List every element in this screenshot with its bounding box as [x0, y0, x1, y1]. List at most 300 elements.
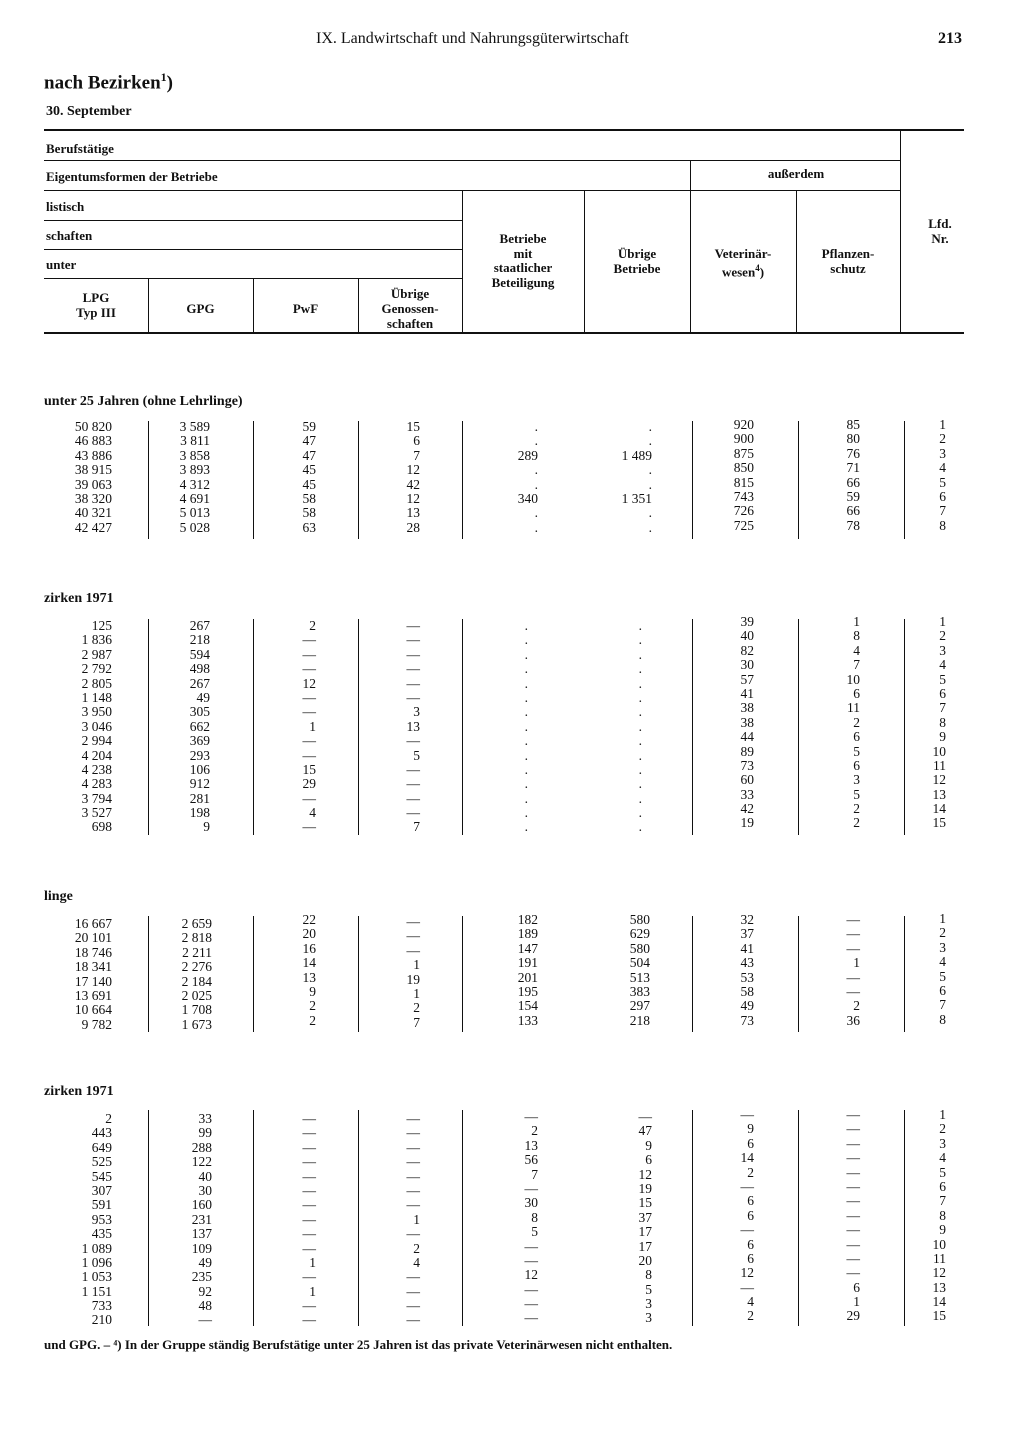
table-cell: 3 [645, 1310, 652, 1326]
table-cell: 3 [939, 1135, 946, 1151]
col-pflanzenschutz [798, 913, 860, 1028]
col-gpg [148, 1112, 212, 1328]
col-uebrige-gen [358, 619, 420, 835]
table-cell: 289 [517, 447, 538, 463]
table-cell: 49 [740, 998, 754, 1014]
table-cell: 6 [939, 488, 946, 504]
table-cell: 147 [517, 940, 538, 956]
table-cell: 5 [939, 474, 946, 490]
table-cell: — [406, 805, 420, 821]
table-cell: 267 [189, 618, 210, 633]
table-cell: — [302, 1298, 316, 1314]
table-cell: 297 [629, 998, 650, 1014]
table-cell: 3 589 [179, 419, 210, 434]
table-cell: 6 [747, 1135, 754, 1151]
table-cell: 29 [846, 1308, 860, 1324]
table-cell: . [648, 433, 652, 449]
table-cell: . [524, 718, 528, 734]
table-cell: 9 [939, 729, 946, 745]
table-title-footnote-ref: 1 [160, 70, 167, 84]
table-cell: 189 [517, 926, 538, 942]
col-pflanzenschutz [798, 615, 860, 831]
table-cell: — [406, 790, 420, 806]
table-cell: 38 915 [74, 462, 112, 478]
table-cell: 33 [740, 786, 754, 802]
page-number: 213 [938, 30, 962, 47]
table-cell: 9 [203, 819, 210, 835]
table-cell: — [406, 942, 420, 958]
table-cell: 3 950 [81, 704, 112, 720]
table-cell: 1 053 [81, 1269, 112, 1285]
table-cell: 20 [638, 1252, 652, 1268]
table-cell: — [524, 1296, 538, 1312]
table-cell: — [302, 632, 316, 648]
table-cell: 133 [517, 1012, 538, 1028]
table-cell: 30 [524, 1195, 538, 1211]
table-cell: . [638, 805, 642, 821]
table-cell: 13 [406, 718, 420, 734]
table-cell: 594 [189, 646, 210, 662]
table-cell: . [648, 462, 652, 478]
table-cell: 2 [853, 714, 860, 730]
table-cell: 5 [939, 968, 946, 984]
header-betriebe-line3: staatlicher [493, 260, 553, 275]
table-cell: — [302, 1125, 316, 1141]
table-cell: 3 858 [179, 447, 210, 463]
table-cell: 13 [932, 786, 946, 802]
table-cell: 6 [747, 1193, 754, 1209]
table-cell: 122 [191, 1154, 212, 1170]
table-cell: — [302, 1168, 316, 1184]
table-cell: 42 [406, 476, 420, 492]
table-cell: 60 [740, 772, 754, 788]
table-cell: 235 [191, 1269, 212, 1285]
table-cell: 4 238 [81, 761, 112, 777]
header-vet-line1: Veterinär- [714, 246, 772, 261]
table-cell: 43 [740, 955, 754, 971]
table-cell: — [302, 1226, 316, 1242]
table-title [44, 70, 173, 94]
table-cell: 6 [853, 729, 860, 745]
table-cell: 6 [413, 433, 420, 449]
table-cell: 6 [747, 1236, 754, 1252]
table-cell: . [524, 689, 528, 705]
table-cell: . [648, 505, 652, 521]
table-cell: — [406, 1168, 420, 1184]
table-cell: 12 [406, 490, 420, 506]
table-cell: 3 [645, 1296, 652, 1312]
table-cell: 14 [302, 955, 316, 971]
col-lpg [44, 917, 112, 1032]
table-cell: 46 883 [74, 433, 112, 449]
table-cell: 1 489 [621, 447, 652, 463]
table-cell: 12 [740, 1265, 754, 1281]
table-cell: 71 [846, 460, 860, 476]
col-veterinaer [692, 913, 754, 1028]
table-cell: 78 [846, 517, 860, 533]
table-cell: 8 [853, 628, 860, 644]
table-cell: — [302, 1211, 316, 1227]
table-cell: 580 [629, 940, 650, 956]
table-cell: 109 [191, 1240, 212, 1256]
table-cell: 4 283 [81, 776, 112, 792]
table-cell: 4 [747, 1294, 754, 1310]
table-cell: 7 [413, 819, 420, 835]
table-cell: 1 [413, 957, 420, 973]
table-cell: 50 820 [74, 419, 112, 434]
table-cell: 33 [198, 1111, 212, 1126]
table-cell: — [302, 1111, 316, 1126]
table-cell: . [648, 419, 652, 434]
header-pfl-line1: Pflanzen- [821, 246, 875, 261]
table-cell: 525 [91, 1154, 112, 1170]
header-unter: unter [46, 257, 77, 272]
table-cell: 42 [740, 801, 754, 817]
table-cell: 15 [932, 1308, 946, 1324]
table-cell: 281 [189, 790, 210, 806]
table-cell: 45 [302, 462, 316, 478]
table-cell: 6 [853, 1279, 860, 1295]
table-cell: 19 [638, 1180, 652, 1196]
table-cell: 7 [531, 1166, 538, 1182]
table-cell: 8 [939, 517, 946, 533]
table-cell: — [302, 1312, 316, 1328]
col-gpg [148, 917, 212, 1032]
table-cell: 2 [939, 628, 946, 644]
header-uebrige-gen-line2: Genossen- [381, 301, 439, 316]
table-cell: 9 [939, 1222, 946, 1238]
table-cell: 182 [517, 912, 538, 927]
table-cell: 2 [747, 1164, 754, 1180]
col-uebrige-gen [358, 1112, 420, 1328]
table-cell: 13 [406, 505, 420, 521]
table-cell: — [846, 969, 860, 985]
header-uebrige-gen-line1: Übrige [390, 286, 430, 301]
table-cell: 5 013 [179, 505, 210, 521]
table-cell: 191 [517, 955, 538, 971]
table-cell: . [534, 519, 538, 535]
header-lfd-line2: Nr. [931, 231, 949, 246]
col-betriebe-staatlich [462, 619, 528, 835]
table-cell: 2 276 [181, 959, 212, 975]
table-cell: . [638, 689, 642, 705]
section-title: zirken 1971 [44, 1084, 114, 1099]
table-cell: 307 [91, 1182, 112, 1198]
col-uebrige-betriebe [584, 1110, 652, 1326]
table-cell: 30 [198, 1182, 212, 1198]
table-cell: — [524, 1109, 538, 1124]
table-cell: 29 [302, 776, 316, 792]
table-cell: 2 184 [181, 973, 212, 989]
table-cell: 3 [939, 642, 946, 658]
table-cell: . [524, 790, 528, 806]
table-cell: 305 [189, 704, 210, 720]
table-cell: 1 351 [621, 490, 652, 506]
header-lfd-nr [900, 216, 980, 246]
chapter-title: IX. Landwirtschaft und Nahrungsgüterwirtschaft [316, 30, 629, 47]
table-cell: 1 [853, 614, 860, 629]
table-cell: — [406, 1298, 420, 1314]
table-cell: 1 [853, 1294, 860, 1310]
table-cell: — [740, 1279, 754, 1295]
footnote: und GPG. – ⁴) In der Gruppe ständig Berufstätige unter 25 Jahren ist das private Veterinärwesen nicht enthalten. [44, 1337, 673, 1352]
table-cell: 513 [629, 969, 650, 985]
table-cell: 435 [91, 1226, 112, 1242]
header-vet-line2 [690, 261, 796, 279]
col-lpg [44, 420, 112, 535]
col-uebrige-gen [358, 915, 420, 1030]
table-cell: 3 [413, 704, 420, 720]
table-cell: 6 [853, 757, 860, 773]
table-cell: 8 [939, 1011, 946, 1027]
header-betriebe-line2: mit [513, 245, 533, 261]
table-cell: 125 [91, 618, 112, 633]
header-ausserdem: außerdem [767, 166, 825, 181]
table-cell: 198 [189, 805, 210, 821]
table-cell: 3 794 [81, 790, 112, 806]
table-cell: 73 [740, 757, 754, 773]
table-cell: 7 [413, 447, 420, 463]
table-cell: 2 818 [181, 930, 212, 946]
table-cell: 3 811 [180, 433, 210, 449]
header-eigentumsformen: Eigentumsformen der Betriebe [46, 169, 218, 184]
table-cell: 7 [939, 503, 946, 519]
table-cell: 16 667 [74, 916, 112, 931]
table-cell: 18 341 [74, 959, 112, 975]
table-cell: . [524, 632, 528, 648]
header-gpg: GPG [186, 301, 215, 316]
table-cell: — [740, 1178, 754, 1194]
table-cell: . [524, 661, 528, 677]
table-cell: 2 [413, 1000, 420, 1016]
table-cell: 40 [740, 628, 754, 644]
table-cell: — [740, 1107, 754, 1122]
table-cell: 9 782 [81, 1016, 112, 1032]
header-ausserdem-divider [690, 160, 691, 190]
table-cell: 15 [638, 1195, 652, 1211]
table-cell: — [846, 1193, 860, 1209]
table-cell: — [302, 790, 316, 806]
table-cell: . [534, 505, 538, 521]
header-uebrige-betr-line1: Übrige [617, 246, 657, 261]
table-cell: — [302, 1240, 316, 1256]
table-cell: 267 [189, 675, 210, 691]
table-cell: 58 [302, 505, 316, 521]
table-cell: 16 [302, 940, 316, 956]
table-cell: 2 [853, 801, 860, 817]
table-cell: 1 [939, 1107, 946, 1122]
table-cell: 875 [733, 445, 754, 461]
table-cell: — [846, 1222, 860, 1238]
table-cell: 44 [740, 729, 754, 745]
table-cell: . [638, 704, 642, 720]
table-cell: 59 [846, 488, 860, 504]
table-cell: 7 [853, 657, 860, 673]
table-cell: 2 659 [181, 916, 212, 931]
table-cell: 2 [939, 1121, 946, 1137]
table-cell: 11 [933, 1250, 946, 1266]
table-cell: — [406, 928, 420, 944]
col-lpg [44, 619, 112, 835]
header-lpg [44, 290, 148, 320]
table-cell: 920 [733, 417, 754, 432]
table-cell: — [846, 1207, 860, 1223]
table-cell: — [846, 983, 860, 999]
header-bottom-rule [44, 332, 964, 334]
table-cell: 815 [733, 474, 754, 490]
col-lfd [904, 615, 946, 831]
table-cell: — [302, 1139, 316, 1155]
table-cell: 39 063 [74, 476, 112, 492]
table-cell: 66 [846, 503, 860, 519]
table-cell: — [846, 1236, 860, 1252]
reference-date: 30. September [46, 104, 132, 119]
col-betriebe-staatlich [462, 420, 538, 535]
table-cell: . [648, 476, 652, 492]
table-cell: . [638, 819, 642, 835]
table-cell: 12 [524, 1267, 538, 1283]
table-cell: 5 [853, 743, 860, 759]
table-cell: 58 [740, 983, 754, 999]
table-cell: 4 [413, 1254, 420, 1270]
table-cell: 13 [302, 969, 316, 985]
table-cell: 57 [740, 671, 754, 687]
table-cell: — [524, 1252, 538, 1268]
table-cell: 953 [91, 1211, 112, 1227]
table-cell: 8 [939, 1207, 946, 1223]
table-cell: 1 836 [81, 632, 112, 648]
table-cell: 629 [629, 926, 650, 942]
header-rule-4 [44, 249, 462, 250]
table-cell: — [406, 1139, 420, 1155]
table-cell: 15 [406, 419, 420, 434]
table-cell: 369 [189, 733, 210, 749]
table-cell: 726 [733, 503, 754, 519]
table-cell: 2 [853, 998, 860, 1014]
table-cell: 1 673 [181, 1016, 212, 1032]
table-cell: 6 [939, 982, 946, 998]
table-cell: — [302, 1197, 316, 1213]
table-cell: — [406, 675, 420, 691]
table-cell: 1 [413, 985, 420, 1001]
table-cell: 1 [853, 955, 860, 971]
table-cell: . [524, 646, 528, 662]
table-cell: 43 886 [74, 447, 112, 463]
table-cell: 137 [191, 1226, 212, 1242]
table-cell: 19 [406, 971, 420, 987]
table-cell: 2 [413, 1240, 420, 1256]
table-cell: 8 [531, 1209, 538, 1225]
header-top-rule [44, 129, 964, 131]
table-cell: — [302, 704, 316, 720]
table-cell: 5 [531, 1224, 538, 1240]
table-cell: . [524, 819, 528, 835]
col-veterinaer [692, 1108, 754, 1324]
table-cell: 2 [105, 1111, 112, 1126]
table-cell: 48 [198, 1298, 212, 1314]
table-cell: — [524, 1281, 538, 1297]
table-cell: 6 [853, 685, 860, 701]
header-betriebe-line4: Beteiligung [491, 274, 555, 290]
table-cell: 2 [853, 815, 860, 831]
table-cell: 37 [740, 926, 754, 942]
table-cell: 195 [517, 983, 538, 999]
header-uebrige-genossenschaften [358, 286, 462, 331]
table-cell: . [534, 476, 538, 492]
col-gpg [148, 619, 210, 835]
table-cell: 6 [939, 685, 946, 701]
table-cell: 49 [198, 1254, 212, 1270]
table-cell: 2 [939, 431, 946, 447]
table-cell: 22 [302, 912, 316, 927]
table-cell: 2 [309, 618, 316, 633]
table-cell: 92 [198, 1283, 212, 1299]
table-title-text: nach Bezirken [44, 72, 161, 94]
table-cell: 580 [629, 912, 650, 927]
header-veterinaerwesen [690, 246, 796, 279]
table-cell: 4 [939, 460, 946, 476]
table-cell: 5 [939, 1164, 946, 1180]
table-cell: — [406, 1312, 420, 1328]
table-cell: . [638, 776, 642, 792]
table-cell: 201 [517, 969, 538, 985]
table-cell: 13 [524, 1137, 538, 1153]
table-cell: 10 [932, 1236, 946, 1252]
table-cell: — [406, 1226, 420, 1242]
table-cell: — [846, 1121, 860, 1137]
table-cell: — [406, 618, 420, 633]
table-cell: — [740, 1222, 754, 1238]
table-cell: — [406, 632, 420, 648]
col-lfd [904, 418, 946, 533]
section-title: unter 25 Jahren (ohne Lehrlinge) [44, 394, 243, 409]
table-cell: 9 [747, 1121, 754, 1137]
table-cell: 38 320 [74, 490, 112, 506]
table-cell: 41 [740, 685, 754, 701]
table-cell: 3 893 [179, 462, 210, 478]
table-cell: 2 [939, 925, 946, 941]
table-cell: 10 664 [74, 1002, 112, 1018]
table-cell: 15 [932, 815, 946, 831]
table-cell: 80 [846, 431, 860, 447]
table-cell: 47 [302, 447, 316, 463]
table-cell: 19 [740, 815, 754, 831]
table-cell: 1 [939, 911, 946, 926]
table-cell: — [524, 1180, 538, 1196]
col-uebrige-betriebe [584, 420, 652, 535]
table-cell: — [302, 1269, 316, 1285]
table-cell: 3 046 [81, 718, 112, 734]
table-cell: — [406, 1197, 420, 1213]
table-cell: 154 [517, 998, 538, 1014]
table-cell: 2 [309, 1012, 316, 1028]
table-cell: — [524, 1310, 538, 1326]
header-pwf: PwF [292, 301, 319, 316]
table-cell: 41 [740, 940, 754, 956]
table-cell: . [638, 675, 642, 691]
table-cell: — [302, 819, 316, 835]
col-lfd [904, 1108, 946, 1324]
table-cell: . [638, 790, 642, 806]
table-cell: . [524, 747, 528, 763]
table-cell: — [406, 661, 420, 677]
table-cell: — [846, 1150, 860, 1166]
table-cell: 45 [302, 476, 316, 492]
table-cell: 218 [189, 632, 210, 648]
header-uebrige-betr-line2: Betriebe [613, 261, 661, 276]
table-cell: 49 [196, 689, 210, 705]
table-cell: 1 096 [81, 1254, 112, 1270]
